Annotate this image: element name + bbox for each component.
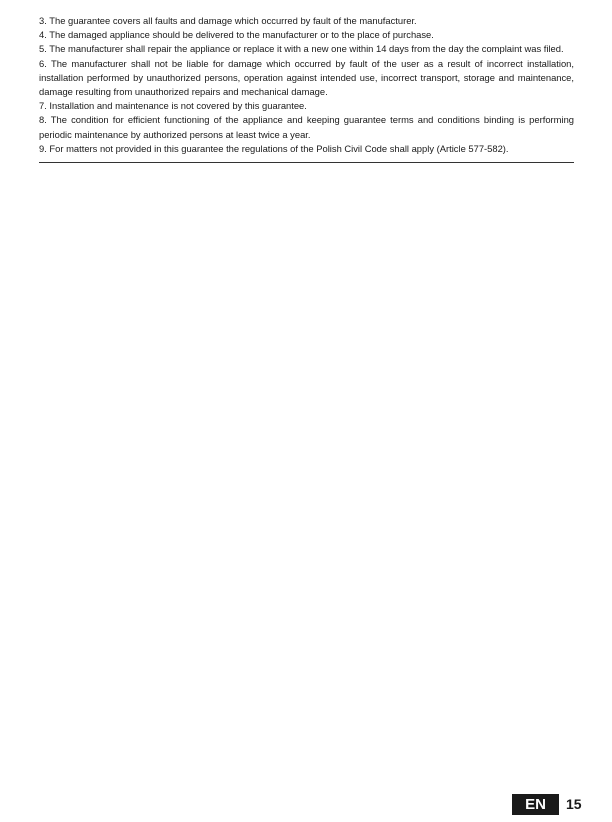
language-badge: EN: [512, 794, 559, 815]
guarantee-term-9: 9. For matters not provided in this guarantee the regulations of the Polish Civil Code shall apply (Article 577-582).: [39, 142, 509, 154]
guarantee-terms-section: [39, 14, 574, 163]
guarantee-term-3: 3. The guarantee covers all faults and damage which occurred by fault of the manufacturer.: [39, 15, 417, 26]
page-number: 15: [566, 796, 582, 812]
page-footer: [512, 794, 582, 815]
section-divider: [39, 162, 574, 163]
guarantee-term-6: 6. The manufacturer shall not be liable for damage which occurred by fault of the user as a result of incorrect installation, installation performed by unauthorized persons, operation against intended use, incorrect transport, storage and maintenance, damage resulting from unauthorized repairs and mechanical damage.: [39, 57, 574, 98]
guarantee-term-8: 8. The condition for efficient functioning of the appliance and keeping guarantee terms and conditions binding is performing periodic maintenance by authorized persons at least twice a year.: [39, 114, 574, 140]
guarantee-term-5: 5. The manufacturer shall repair the appliance or replace it with a new one within 14 days from the day the complaint was filed.: [39, 43, 564, 55]
guarantee-term-4: 4. The damaged appliance should be delivered to the manufacturer or to the place of purchase.: [39, 29, 434, 41]
guarantee-term-7: 7. Installation and maintenance is not covered by this guarantee.: [39, 100, 307, 112]
